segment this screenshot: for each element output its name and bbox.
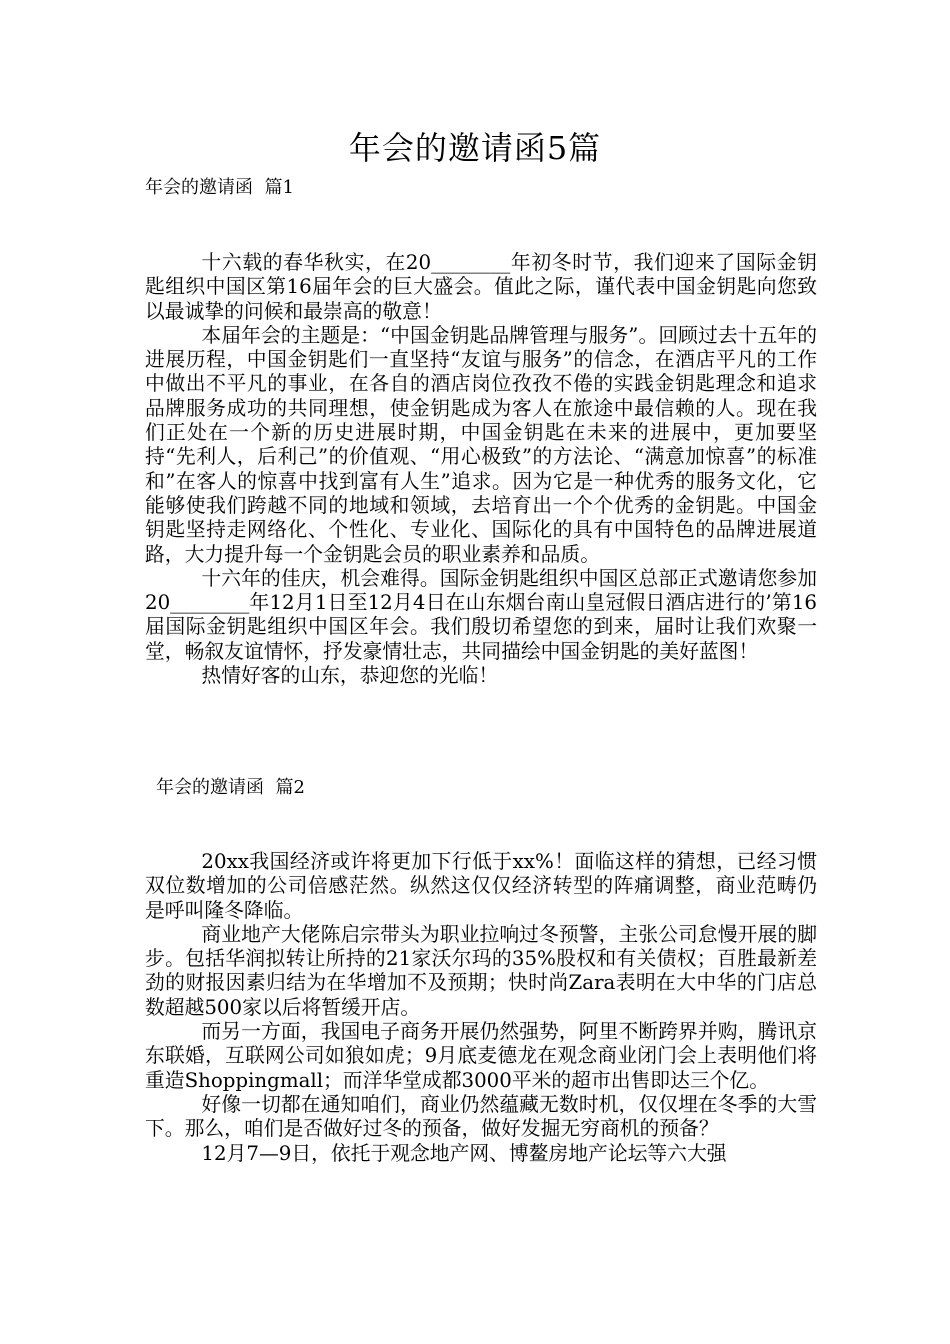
- paragraph: 12月7—9日，依托于观念地产网、博鳌房地产论坛等六大强: [201, 1141, 727, 1165]
- paragraph: 热情好客的山东，恭迎您的光临！: [201, 664, 499, 688]
- section-body-2: [145, 850, 817, 1166]
- paragraph: 好像一切都在通知咱们，商业仍然蕴藏无数时机，仅仅埋在冬季的大雪下。那么，咱们是否做好过冬的预备，做好发掘无穷商机的预备？: [145, 1092, 817, 1141]
- paragraph: 本届年会的主题是：“中国金钥匙品牌管理与服务”。回顾过去十五年的进展历程，中国金钥匙们一直坚持“友谊与服务”的信念，在酒店平凡的工作中做出不平凡的事业，在各自的酒店岗位孜孜不倦的实践金钥匙理念和追求品牌服务成功的共同理想，使金钥匙成为客人在旅途中最信赖的人。现在我们正处在一个新的历史进展时期，中国金钥匙在未来的进展中，更加要坚持“先利人，后利己”的价值观、“用心极致”的方法论、“满意加惊喜”的标准和”在客人的惊喜中找到富有人生”追求。因为它是一种优秀的服务文化，它能够使我们跨越不同的地域和领域，去培育出一个个优秀的金钥匙。中国金钥匙坚持走网络化、个性化、专业化、国际化的具有中国特色的品牌进展道路，大力提升每一个金钥匙会员的职业素养和品质。: [145, 323, 817, 566]
- paragraph: 20xx我国经济或许将更加下行低于xx%！面临这样的猜想，已经习惯双位数增加的公司倍感茫然。纵然这仅仅经济转型的阵痛调整，商业范畴仍是呼叫隆冬降临。: [145, 850, 817, 922]
- section-heading-2: 年会的邀请函 篇2: [156, 777, 305, 798]
- paragraph: 商业地产大佬陈启宗带头为职业拉响过冬预警，主张公司怠慢开展的脚步。包括华润拟转让所持的21家沃尔玛的35%股权和有关债权；百胜最新差劲的财报因素归结为在华增加不及预期；快时尚Zara表明在大中华的门店总数超越500家以后将暂缓开店。: [145, 922, 817, 1019]
- paragraph: 十六载的春华秋实，在20________年初冬时节，我们迎来了国际金钥匙组织中国区第16届年会的巨大盛会。值此之际，谨代表中国金钥匙向您致以最诚挚的问候和最崇高的敬意！: [145, 251, 817, 323]
- section-heading-1: 年会的邀请函 篇1: [145, 177, 294, 198]
- paragraph: 十六年的佳庆，机会难得。国际金钥匙组织中国区总部正式邀请您参加20________年12月1日至12月4日在山东烟台南山皇冠假日酒店进行的’第16届国际金钥匙组织中国区年会。我们殷切希望您的到来，届时让我们欢聚一堂，畅叙友谊情怀，抒发豪情壮志，共同描绘中国金钥匙的美好蓝图！: [145, 566, 817, 663]
- section-body-1: [145, 251, 817, 688]
- document-title: 年会的邀请函5篇: [348, 129, 602, 167]
- paragraph: 而另一方面，我国电子商务开展仍然强势，阿里不断跨界并购，腾讯京东联婚，互联网公司如狼如虎；9月底麦德龙在观念商业闭门会上表明他们将重造Shoppingmall；而洋华堂成都3000平米的超市出售即达三个亿。: [145, 1020, 817, 1092]
